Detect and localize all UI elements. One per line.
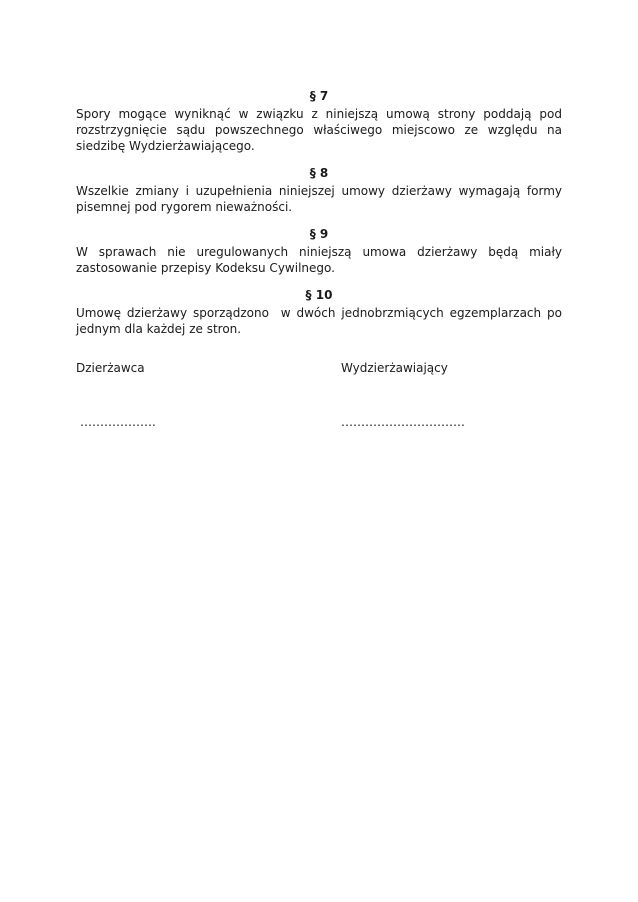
signature-labels bbox=[76, 360, 562, 376]
section-text: Spory mogące wyniknąć w związku z niniejszą umową strony poddają pod rozstrzygnięcie sądu powszechnego właściwego miejscowo ze względu na siedzibę Wydzierżawiającego. bbox=[76, 107, 566, 153]
section-heading: § 8 bbox=[309, 166, 329, 180]
section-text: Umowę dzierżawy sporządzono w dwóch jednobrzmiących egzemplarzach po jednym dla każdej ze stron. bbox=[76, 306, 566, 336]
section-heading: § 10 bbox=[305, 288, 333, 302]
document-page bbox=[76, 88, 566, 430]
section-text: W sprawach nie uregulowanych niniejszą umowa dzierżawy będą miały zastosowanie przepisy Kodeksu Cywilnego. bbox=[76, 245, 566, 275]
section-7 bbox=[76, 88, 566, 154]
section-heading: § 9 bbox=[309, 227, 329, 241]
section-8 bbox=[76, 165, 566, 215]
lessee-label: Dzierżawca bbox=[76, 361, 145, 375]
section-10 bbox=[76, 287, 566, 337]
section-9 bbox=[76, 226, 566, 276]
section-text: Wszelkie zmiany i uzupełnienia niniejszej umowy dzierżawy wymagają formy pisemnej pod rygorem nieważności. bbox=[76, 184, 566, 214]
section-heading: § 7 bbox=[309, 89, 329, 103]
lessor-label: Wydzierżawiający bbox=[341, 361, 448, 375]
signature-lines bbox=[76, 414, 562, 430]
lessor-signature-line: …………………………. bbox=[341, 415, 465, 429]
lessee-signature-line: ………………. bbox=[80, 415, 156, 429]
